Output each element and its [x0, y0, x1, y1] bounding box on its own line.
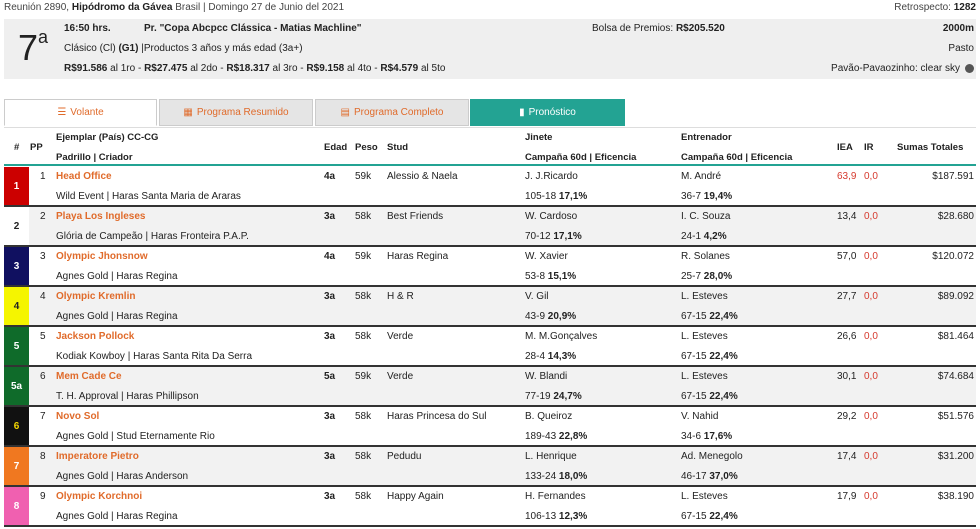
weight: 59k — [355, 171, 372, 182]
iea: 57,0 — [837, 251, 857, 262]
sire-breeder: Wild Event | Haras Santa Maria de Araras — [56, 191, 241, 202]
trainer-campaign: 67-15 — [681, 311, 707, 322]
race-name: Pr. "Copa Abcpcc Clássica - Matias Machline" — [144, 23, 362, 34]
list-icon: ☰ — [57, 107, 67, 118]
post-position: 8 — [40, 451, 46, 462]
saddlecloth-number: 2 — [4, 207, 29, 245]
jockey-stats — [525, 351, 576, 362]
trainer-stats — [681, 271, 732, 282]
race-class — [64, 43, 303, 54]
horse-name[interactable]: Jackson Pollock — [56, 331, 135, 342]
ir: 0,0 — [864, 171, 878, 182]
weather-label: Pavão-Pavaozinho: clear sky — [831, 63, 960, 74]
horse-name[interactable]: Novo Sol — [56, 411, 100, 422]
horse-name[interactable]: Olympic Jhonsnow — [56, 251, 148, 262]
ir: 0,0 — [864, 491, 878, 502]
iea: 17,4 — [837, 451, 857, 462]
jockey-campaign: 70-12 — [525, 231, 551, 242]
prize-value: R$4.579 — [380, 63, 419, 74]
jockey[interactable]: W. Xavier — [525, 251, 568, 262]
jockey-efficiency: 22,8% — [558, 431, 588, 442]
weight: 58k — [355, 211, 372, 222]
age: 4a — [324, 171, 336, 182]
weather-icon — [965, 64, 974, 73]
bar-chart-icon: ▮ — [519, 107, 525, 118]
col-stud: Stud — [387, 142, 409, 153]
top-bar — [0, 0, 980, 16]
horse-name[interactable]: Head Office — [56, 171, 112, 182]
ir: 0,0 — [864, 451, 878, 462]
race-ordinal: a — [38, 27, 49, 47]
age: 3a — [324, 211, 336, 222]
jockey-efficiency: 20,9% — [547, 311, 577, 322]
trainer[interactable]: V. Nahid — [681, 411, 719, 422]
race-surface: Pasto — [948, 43, 974, 54]
trainer-campaign: 67-15 — [681, 511, 707, 522]
tab-label: Pronóstico — [528, 107, 576, 118]
tab-label: Programa Completo — [353, 107, 444, 118]
jockey-campaign: 189-43 — [525, 431, 557, 442]
sire-breeder: Agnes Gold | Haras Regina — [56, 311, 178, 322]
table-row[interactable] — [4, 447, 976, 487]
saddlecloth-number: 6 — [4, 407, 29, 445]
iea: 26,6 — [837, 331, 857, 342]
race-distance: 2000m — [942, 23, 974, 34]
iea: 17,9 — [837, 491, 857, 502]
trainer-stats — [681, 471, 738, 482]
document-icon: ▤ — [340, 107, 350, 118]
age: 5a — [324, 371, 336, 382]
sire-breeder: Agnes Gold | Haras Regina — [56, 511, 178, 522]
total-earnings: $38.190 — [937, 491, 974, 502]
tab-label: Volante — [70, 107, 104, 118]
class-conditions: |Productos 3 años y más edad (3a+) — [141, 43, 303, 54]
purse-label: Bolsa de Premios: — [592, 23, 674, 34]
tab-volante[interactable] — [4, 99, 157, 126]
jockey-stats — [525, 391, 582, 402]
jockey-efficiency: 18,0% — [558, 471, 588, 482]
horse-name[interactable]: Playa Los Ingleses — [56, 211, 146, 222]
purse — [592, 23, 725, 34]
post-position: 3 — [40, 251, 46, 262]
jockey-stats — [525, 191, 587, 202]
ir: 0,0 — [864, 331, 878, 342]
ir: 0,0 — [864, 251, 878, 262]
retro-value: 1282 — [953, 2, 976, 13]
trainer-campaign: 67-15 — [681, 391, 707, 402]
prize-label: al 4to - — [347, 63, 378, 74]
col-jinete-sub: Campaña 60d | Eficencia — [525, 152, 637, 163]
total-earnings: $74.684 — [937, 371, 974, 382]
total-earnings: $31.200 — [937, 451, 974, 462]
age: 4a — [324, 251, 336, 262]
col-ir: IR — [864, 142, 874, 153]
trainer-efficiency: 19,4% — [703, 191, 733, 202]
trainer-stats — [681, 311, 738, 322]
trainer-efficiency: 4,2% — [703, 231, 727, 242]
jockey[interactable]: B. Queiroz — [525, 411, 573, 422]
col-num: # — [14, 142, 20, 153]
trainer-stats — [681, 511, 738, 522]
stud: Haras Regina — [387, 251, 449, 262]
tab-programa-completo[interactable] — [315, 99, 469, 126]
col-sumas: Sumas Totales — [897, 142, 964, 153]
jockey-stats — [525, 511, 587, 522]
weight: 58k — [355, 491, 372, 502]
jockey-campaign: 53-8 — [525, 271, 546, 282]
retrospecto — [894, 2, 976, 16]
runners-table — [4, 167, 976, 527]
jockey-stats — [525, 231, 582, 242]
jockey[interactable]: H. Fernandes — [525, 491, 586, 502]
race-number — [18, 27, 48, 69]
meeting-info — [4, 2, 344, 16]
col-iea: IEA — [837, 142, 853, 153]
col-ejemplar: Ejemplar (País) CC-CG — [56, 132, 159, 143]
col-jinete: Jinete — [525, 132, 553, 143]
trainer-efficiency: 37,0% — [709, 471, 738, 482]
iea: 13,4 — [837, 211, 857, 222]
weight: 58k — [355, 411, 372, 422]
table-icon: ▦ — [183, 107, 193, 118]
iea: 30,1 — [837, 371, 857, 382]
jockey[interactable]: M. M.Gonçalves — [525, 331, 598, 342]
venue-name: Hipódromo da Gávea — [71, 2, 173, 13]
total-earnings: $89.092 — [937, 291, 974, 302]
jockey-efficiency: 14,3% — [547, 351, 577, 362]
table-header — [4, 127, 976, 166]
prize-label: al 3ro - — [272, 63, 304, 74]
trainer[interactable]: M. André — [681, 171, 722, 182]
trainer[interactable]: I. C. Souza — [681, 211, 731, 222]
saddlecloth-number: 5a — [4, 367, 29, 405]
iea: 63,9 — [837, 171, 857, 182]
trainer-efficiency: 22,4% — [709, 391, 738, 402]
saddlecloth-number: 8 — [4, 487, 29, 525]
race-header — [4, 19, 976, 79]
trainer[interactable]: L. Esteves — [681, 331, 728, 342]
stud: Best Friends — [387, 211, 444, 222]
trainer-campaign: 34-6 — [681, 431, 702, 442]
trainer-efficiency: 17,6% — [703, 431, 733, 442]
jockey[interactable]: L. Henrique — [525, 451, 577, 462]
trainer-stats — [681, 191, 732, 202]
trainer-efficiency: 28,0% — [703, 271, 733, 282]
sire-breeder: Agnes Gold | Haras Regina — [56, 271, 178, 282]
prize-value: R$18.317 — [226, 63, 270, 74]
horse-name[interactable]: Olympic Korchnoi — [56, 491, 143, 502]
table-row[interactable] — [4, 247, 976, 287]
table-row[interactable] — [4, 487, 976, 527]
trainer[interactable]: Ad. Menegolo — [681, 451, 743, 462]
jockey-efficiency: 24,7% — [553, 391, 582, 402]
reunion-label: Reunión 2890, — [4, 2, 70, 13]
saddlecloth-number: 5 — [4, 327, 29, 365]
post-position: 6 — [40, 371, 46, 382]
saddlecloth-number: 3 — [4, 247, 29, 285]
prize-value: R$9.158 — [306, 63, 345, 74]
stud: Verde — [387, 371, 414, 382]
trainer[interactable]: L. Esteves — [681, 291, 728, 302]
table-row[interactable] — [4, 167, 976, 207]
trainer-stats — [681, 351, 738, 362]
horse-name[interactable]: Mem Cade Ce — [56, 371, 122, 382]
purse-value: R$205.520 — [675, 23, 725, 34]
trainer-efficiency: 22,4% — [709, 311, 738, 322]
prize-breakdown — [64, 63, 445, 74]
jockey-efficiency: 17,1% — [553, 231, 582, 242]
stud: Haras Princesa do Sul — [387, 411, 487, 422]
ir: 0,0 — [864, 291, 878, 302]
total-earnings: $28.680 — [937, 211, 974, 222]
trainer-efficiency: 22,4% — [709, 511, 738, 522]
post-position: 4 — [40, 291, 46, 302]
col-entrenador: Entrenador — [681, 132, 732, 143]
post-position: 2 — [40, 211, 46, 222]
age: 3a — [324, 491, 336, 502]
jockey[interactable]: W. Blandi — [525, 371, 568, 382]
total-earnings: $81.464 — [937, 331, 974, 342]
table-row[interactable] — [4, 327, 976, 367]
jockey-campaign: 106-13 — [525, 511, 557, 522]
trainer[interactable]: L. Esteves — [681, 371, 728, 382]
iea: 29,2 — [837, 411, 857, 422]
ir: 0,0 — [864, 211, 878, 222]
weight: 59k — [355, 251, 372, 262]
table-row[interactable] — [4, 367, 976, 407]
col-entrenador-sub: Campaña 60d | Eficencia — [681, 152, 793, 163]
race-time: 16:50 hrs. — [64, 23, 111, 34]
post-position: 7 — [40, 411, 46, 422]
class-name: Clásico (Cl) — [64, 43, 116, 54]
stud: Happy Again — [387, 491, 444, 502]
jockey-campaign: 43-9 — [525, 311, 546, 322]
trainer[interactable]: R. Solanes — [681, 251, 730, 262]
meeting-date: Brasil | Domingo 27 de Junio del 2021 — [175, 2, 345, 13]
weight: 58k — [355, 291, 372, 302]
jockey-efficiency: 15,1% — [547, 271, 577, 282]
jockey-campaign: 133-24 — [525, 471, 557, 482]
tab-label: Programa Resumido — [196, 107, 289, 118]
prize-label: al 1ro - — [110, 63, 142, 74]
trainer-campaign: 46-17 — [681, 471, 707, 482]
tab-pronostico[interactable] — [470, 99, 625, 126]
age: 3a — [324, 451, 336, 462]
jockey-stats — [525, 471, 587, 482]
prize-label: al 2do - — [190, 63, 224, 74]
class-grade: (G1) — [118, 43, 139, 54]
total-earnings: $51.576 — [937, 411, 974, 422]
trainer-campaign: 24-1 — [681, 231, 702, 242]
weight: 59k — [355, 371, 372, 382]
post-position: 9 — [40, 491, 46, 502]
jockey-campaign: 77-19 — [525, 391, 551, 402]
age: 3a — [324, 411, 336, 422]
sire-breeder: Agnes Gold | Haras Anderson — [56, 471, 189, 482]
jockey[interactable]: V. Gil — [525, 291, 549, 302]
col-edad: Edad — [324, 142, 348, 153]
jockey-stats — [525, 431, 587, 442]
total-earnings: $120.072 — [932, 251, 974, 262]
stud: Pedudu — [387, 451, 422, 462]
col-peso: Peso — [355, 142, 378, 153]
stud: H & R — [387, 291, 414, 302]
sire-breeder: Kodiak Kowboy | Haras Santa Rita Da Serra — [56, 351, 253, 362]
jockey-campaign: 105-18 — [525, 191, 557, 202]
age: 3a — [324, 331, 336, 342]
weight: 58k — [355, 451, 372, 462]
iea: 27,7 — [837, 291, 857, 302]
weight: 58k — [355, 331, 372, 342]
horse-name[interactable]: Imperatore Pietro — [56, 451, 139, 462]
saddlecloth-number: 1 — [4, 167, 29, 205]
jockey[interactable]: W. Cardoso — [525, 211, 578, 222]
weather — [831, 63, 974, 74]
trainer-campaign: 25-7 — [681, 271, 702, 282]
post-position: 1 — [40, 171, 46, 182]
trainer-stats — [681, 431, 732, 442]
age: 3a — [324, 291, 336, 302]
prize-value: R$91.586 — [64, 63, 108, 74]
trainer-stats — [681, 391, 738, 402]
trainer-stats — [681, 231, 727, 242]
trainer-efficiency: 22,4% — [709, 351, 738, 362]
col-padrillo: Padrillo | Criador — [56, 152, 133, 163]
retro-label: Retrospecto: — [894, 2, 951, 13]
table-row[interactable] — [4, 207, 976, 247]
sire-breeder: T. H. Approval | Haras Phillipson — [56, 391, 199, 402]
sire-breeder: Agnes Gold | Stud Eternamente Rio — [56, 431, 215, 442]
tab-programa-resumido[interactable] — [159, 99, 313, 126]
jockey-stats — [525, 311, 576, 322]
trainer-campaign: 67-15 — [681, 351, 707, 362]
stud: Alessio & Naela — [387, 171, 458, 182]
prize-value: R$27.475 — [144, 63, 188, 74]
jockey-stats — [525, 271, 576, 282]
jockey-efficiency: 17,1% — [558, 191, 588, 202]
prize-label: al 5to — [420, 63, 446, 74]
trainer[interactable]: L. Esteves — [681, 491, 728, 502]
sire-breeder: Glória de Campeão | Haras Fronteira P.A.P. — [56, 231, 249, 242]
jockey[interactable]: J. J.Ricardo — [525, 171, 578, 182]
jockey-campaign: 28-4 — [525, 351, 546, 362]
saddlecloth-number: 7 — [4, 447, 29, 485]
total-earnings: $187.591 — [932, 171, 974, 182]
post-position: 5 — [40, 331, 46, 342]
horse-name[interactable]: Olympic Kremlin — [56, 291, 136, 302]
table-row[interactable] — [4, 407, 976, 447]
saddlecloth-number: 4 — [4, 287, 29, 325]
stud: Verde — [387, 331, 414, 342]
table-row[interactable] — [4, 287, 976, 327]
jockey-efficiency: 12,3% — [558, 511, 588, 522]
race-number-value: 7 — [18, 27, 39, 68]
trainer-campaign: 36-7 — [681, 191, 702, 202]
col-pp: PP — [30, 142, 43, 153]
ir: 0,0 — [864, 371, 878, 382]
ir: 0,0 — [864, 411, 878, 422]
